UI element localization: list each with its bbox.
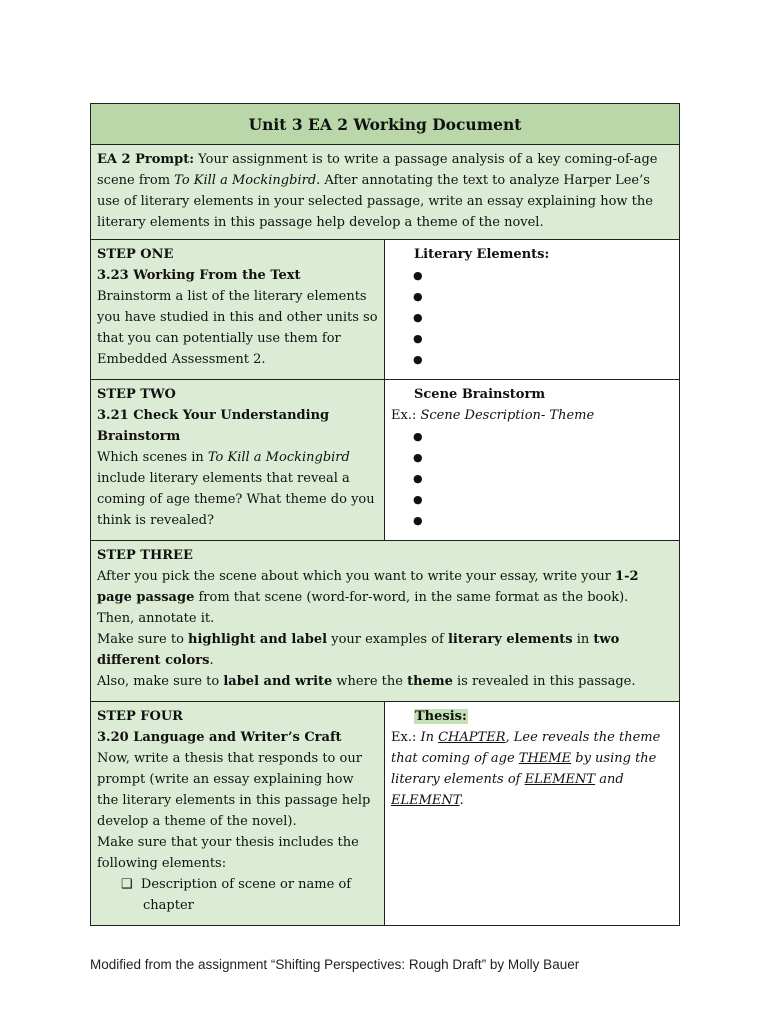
text-run-italic: .	[459, 793, 464, 808]
step-two-cell	[91, 380, 385, 541]
step-two-text-b: include literary elements that reveal a coming of age theme? What theme do you think is revealed?	[97, 471, 375, 528]
text-run-italic: by using the literary elements of	[391, 751, 657, 787]
element-placeholder: ELEMENT	[524, 772, 596, 787]
text-run: .	[209, 653, 214, 668]
prompt-label: EA 2 Prompt:	[97, 152, 195, 167]
thesis-heading: Thesis:	[415, 709, 467, 724]
thesis-heading-wrap	[391, 706, 673, 727]
element-placeholder: ELEMENT	[391, 793, 460, 808]
prompt-text-b: . After annotating the text to analyze Harper Lee’s use of literary elements in your selected passage, write an essay explaining how the literary elements in this passage help develop a theme of the novel.	[97, 173, 653, 230]
text-run-bold: theme	[407, 674, 453, 689]
step-two-text	[97, 447, 378, 531]
step-three-label: STEP THREE	[97, 548, 193, 563]
step-three-line-1	[97, 566, 673, 608]
text-run-bold: highlight and label	[188, 632, 328, 647]
scene-brainstorm-list	[391, 426, 673, 531]
checklist-item-label: Description of scene or name of chapter	[140, 877, 352, 913]
example-label: Ex.:	[391, 408, 421, 423]
text-run-bold: literary elements	[447, 632, 573, 647]
step-two-label: STEP TWO	[97, 387, 176, 402]
list-item	[413, 265, 673, 286]
list-item	[413, 510, 673, 531]
text-run: Make sure to	[97, 632, 189, 647]
text-run-italic: In	[420, 730, 439, 745]
list-item	[413, 328, 673, 349]
step-one-text: Brainstorm a list of the literary elements you have studied in this and other units so that you can potentially use them for Embedded Assessment 2.	[97, 289, 378, 367]
text-run: Also, make sure to	[97, 674, 224, 689]
step-two-activity: 3.21 Check Your Understanding Brainstorm	[97, 408, 330, 444]
text-run: from that scene (word-for-word, in the same format as the book).	[194, 590, 629, 605]
thesis-example	[391, 727, 673, 811]
prompt-book-title: To Kill a Mockingbird	[174, 173, 317, 188]
text-run: is revealed in this passage.	[452, 674, 636, 689]
step-three-cell	[91, 541, 680, 702]
document-title: Unit 3 EA 2 Working Document	[91, 104, 680, 145]
text-run: in	[572, 632, 594, 647]
step-one-cell	[91, 240, 385, 380]
prompt-cell	[91, 145, 680, 240]
list-item	[413, 349, 673, 370]
step-three-line-3	[97, 629, 673, 671]
example-text: Scene Description- Theme	[420, 408, 595, 423]
theme-placeholder: THEME	[518, 751, 572, 766]
list-item	[413, 286, 673, 307]
checkbox-icon: ❑	[121, 877, 133, 892]
text-run-bold: two different colors	[97, 632, 620, 668]
step-four-activity: 3.20 Language and Writer’s Craft	[97, 730, 342, 745]
step-two-text-a: Which scenes in	[97, 450, 208, 465]
text-run-bold: 1-2 page passage	[97, 569, 639, 605]
text-run: where the	[332, 674, 408, 689]
scene-brainstorm-cell	[385, 380, 680, 541]
list-item	[413, 447, 673, 468]
scene-brainstorm-heading: Scene Brainstorm	[414, 387, 546, 402]
scene-brainstorm-example	[391, 405, 673, 426]
list-item	[413, 426, 673, 447]
text-run: your examples of	[327, 632, 448, 647]
footer-attribution: Modified from the assignment “Shifting Perspectives: Rough Draft” by Molly Bauer	[90, 957, 580, 972]
chapter-placeholder: CHAPTER	[438, 730, 506, 745]
working-document-table	[90, 103, 680, 926]
literary-elements-list	[391, 265, 673, 370]
list-item	[413, 307, 673, 328]
literary-elements-heading: Literary Elements:	[414, 247, 550, 262]
text-run-italic: , Lee reveals the theme that coming of age	[391, 730, 661, 766]
step-four-text-2: Make sure that your thesis includes the following elements:	[97, 835, 359, 871]
prompt-text-a: Your assignment is to write a passage analysis of a key coming-of-age scene from	[97, 152, 658, 188]
step-four-cell	[91, 702, 385, 926]
text-run: After you pick the scene about which you want to write your essay, write your	[97, 569, 616, 584]
text-run-bold: label and write	[223, 674, 333, 689]
thesis-cell	[385, 702, 680, 926]
checklist-item	[97, 874, 378, 916]
list-item	[413, 468, 673, 489]
step-four-text: Now, write a thesis that responds to our prompt (write an essay explaining how the literary elements in this passage help develop a theme of the novel).	[97, 751, 371, 829]
step-two-book-title: To Kill a Mockingbird	[207, 450, 350, 465]
step-four-label: STEP FOUR	[97, 709, 183, 724]
step-three-line-4	[97, 671, 673, 692]
list-item	[413, 489, 673, 510]
literary-elements-cell	[385, 240, 680, 380]
example-label: Ex.:	[391, 730, 421, 745]
text-run-italic: and	[595, 772, 624, 787]
step-three-line-2: Then, annotate it.	[97, 611, 215, 626]
step-one-activity: 3.23 Working From the Text	[97, 268, 301, 283]
step-one-label: STEP ONE	[97, 247, 174, 262]
